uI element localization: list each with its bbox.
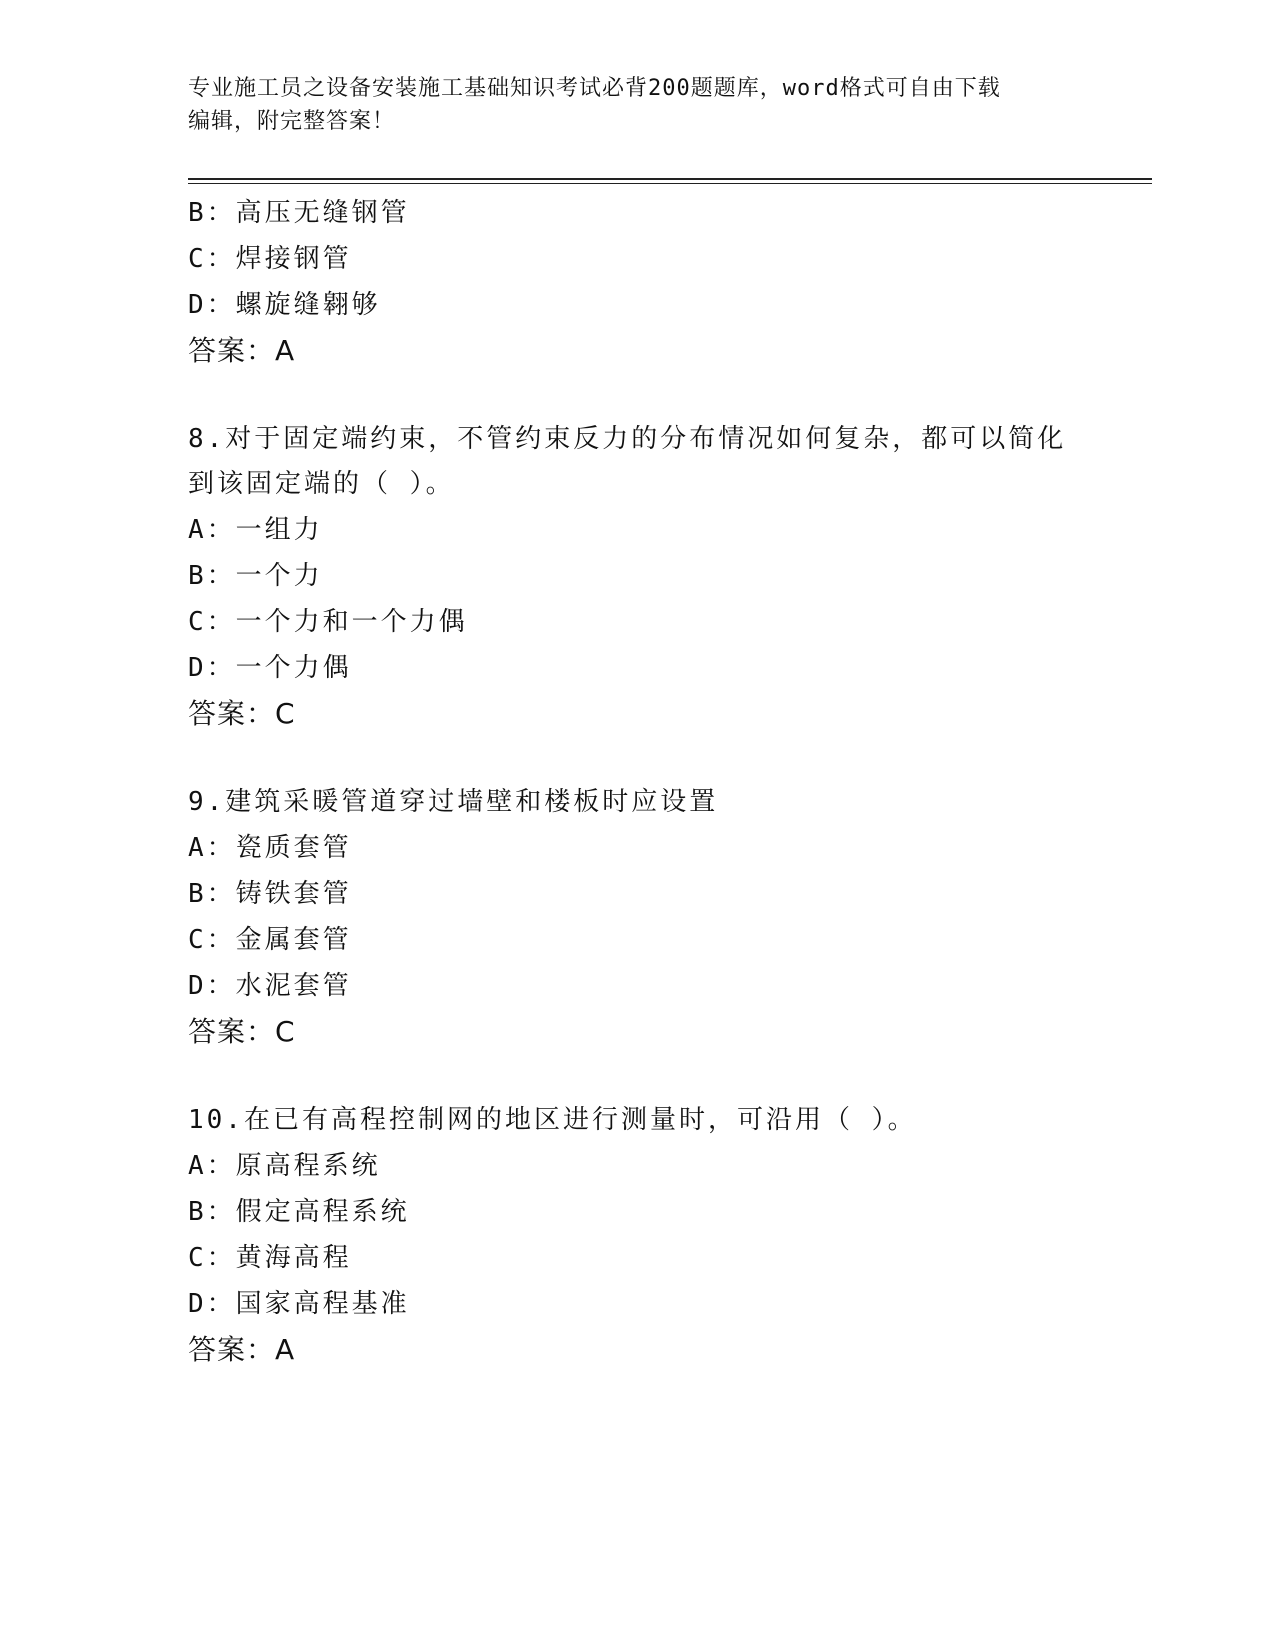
question-stem: 10.在已有高程控制网的地区进行测量时，可沿用（ ）。 — [188, 1105, 917, 1135]
question-10-block — [188, 1098, 1068, 1373]
answer-line: 答案：A — [188, 334, 296, 367]
answer-line: 答案：C — [188, 697, 296, 730]
option-a: A：瓷质套管 — [188, 833, 352, 863]
option-c: C：焊接钢管 — [188, 244, 352, 274]
option-a: A：原高程系统 — [188, 1151, 381, 1181]
question-7-block — [188, 190, 1068, 374]
header-divider-thick — [188, 178, 1152, 180]
spacer — [188, 374, 1068, 417]
option-d: D：水泥套管 — [188, 971, 352, 1001]
option-b: B：铸铁套管 — [188, 879, 352, 909]
option-b: B：假定高程系统 — [188, 1197, 410, 1227]
spacer — [188, 1055, 1068, 1098]
header-title-line-1: 专业施工员之设备安装施工基础知识考试必背200题题库，word格式可自由下载 — [188, 76, 1001, 101]
option-d: D：一个力偶 — [188, 653, 352, 683]
question-list — [188, 190, 1068, 1373]
header-divider-thin — [188, 183, 1152, 184]
answer-line: 答案：A — [188, 1333, 296, 1366]
option-d: D：螺旋缝翱够 — [188, 290, 381, 320]
question-stem-line-1: 8.对于固定端约束，不管约束反力的分布情况如何复杂，都可以简化 — [188, 424, 1067, 454]
answer-line: 答案：C — [188, 1015, 296, 1048]
header-title-line-2: 编辑，附完整答案！ — [188, 109, 396, 134]
spacer — [188, 737, 1068, 780]
option-c: C：黄海高程 — [188, 1243, 352, 1273]
question-stem-line-2: 到该固定端的（ ）。 — [188, 469, 455, 499]
option-b: B：高压无缝钢管 — [188, 198, 410, 228]
question-8-block — [188, 417, 1068, 737]
document-header — [188, 72, 1068, 138]
option-b: B：一个力 — [188, 561, 323, 591]
option-a: A：一组力 — [188, 515, 323, 545]
option-d: D：国家高程基准 — [188, 1289, 410, 1319]
option-c: C：一个力和一个力偶 — [188, 607, 468, 637]
option-c: C：金属套管 — [188, 925, 352, 955]
question-stem: 9.建筑采暖管道穿过墙壁和楼板时应设置 — [188, 787, 719, 817]
question-9-block — [188, 780, 1068, 1055]
